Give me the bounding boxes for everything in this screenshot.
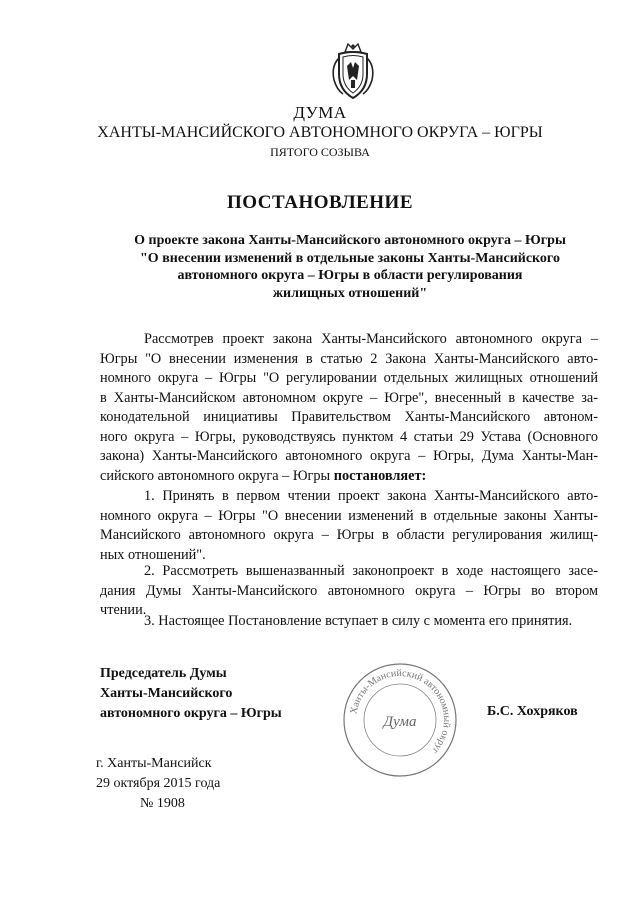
item-line: номного округа – Югры "О внесении изменений в отдельные законы Ханты- (100, 507, 598, 524)
org-region: ХАНТЫ-МАНСИЙСКОГО АВТОНОМНОГО ОКРУГА – ЮГРЫ (97, 124, 543, 141)
decision-item-1 (100, 487, 598, 565)
item-line: ных отношений". (100, 546, 206, 563)
decision-item-3 (100, 612, 598, 632)
coat-of-arms-icon (329, 40, 377, 102)
preamble-line: номного округа – Югры "О регулировании отдельных жилищных отношений (100, 370, 598, 386)
preamble-paragraph (100, 330, 598, 486)
signatory-name: Б.С. Хохряков (487, 704, 578, 719)
position-line: Председатель Думы (100, 666, 227, 681)
subject-line: жилищных отношений" (272, 285, 428, 301)
item-line: чтении. (100, 602, 147, 618)
convocation: ПЯТОГО СОЗЫВА (270, 145, 370, 159)
subject-line: "О внесении изменений в отдельные законы Ханты-Мансийского (140, 250, 560, 266)
stamp-ring-text: Ханты-Мансийский автономный округ (348, 667, 453, 757)
place: г. Ханты-Мансийск (96, 756, 212, 771)
preamble-line: Югры "О внесении изменения в статью 2 Закона Ханты-Мансийского авто- (100, 350, 598, 367)
document-type-title: ПОСТАНОВЛЕНИЕ (226, 192, 414, 213)
preamble-line: конодательной инициативы Правительством Ханты-Мансийского автоном- (100, 409, 598, 425)
item-line: 2. Рассмотреть вышеназванный законопроект в ходе настоящего засе- (144, 563, 598, 579)
preamble-line: закона) Ханты-Мансийского автономного округа – Югры, Дума Ханты-Ман- (100, 448, 598, 464)
item-line: Мансийского автономного округа – Югры в области регулирования жилищ- (100, 527, 598, 543)
decree-word: постановляет: (333, 467, 427, 484)
stamp-text: Дума (383, 714, 417, 730)
preamble-last-line (100, 467, 598, 487)
position-line: автономного округа – Югры (100, 706, 282, 721)
item-line: 1. Принять в первом чтении проект закона Ханты-Мансийского авто- (144, 488, 598, 504)
preamble-line: в Ханты-Мансийском автономном округе – Югре", внесенный в качестве за- (100, 389, 598, 406)
item-line: 3. Настоящее Постановление вступает в силу с момента его принятия. (144, 613, 573, 629)
document-subject (100, 232, 600, 302)
document-footer (96, 754, 220, 814)
official-stamp (340, 660, 460, 780)
document-number: № 1908 (140, 796, 185, 811)
subject-line: О проекте закона Ханты-Мансийского автономного округа – Югры (134, 233, 566, 248)
preamble-line: Рассмотрев проект закона Ханты-Мансийского автономного округа – (144, 331, 598, 347)
preamble-line: ного округа – Югры, руководствуясь пунктом 4 статьи 29 Устава (Основного (100, 428, 598, 445)
signatory-position (100, 664, 282, 724)
preamble-line: сийского автономного округа – Югры (100, 467, 331, 484)
position-line: Ханты-Мансийского (100, 686, 233, 701)
org-name: ДУМА (293, 103, 347, 122)
date: 29 октября 2015 года (96, 776, 221, 791)
subject-line: автономного округа – Югры в области регулирования (177, 268, 523, 283)
item-line: дания Думы Ханты-Мансийского автономного округа – Югры во втором (100, 582, 598, 599)
